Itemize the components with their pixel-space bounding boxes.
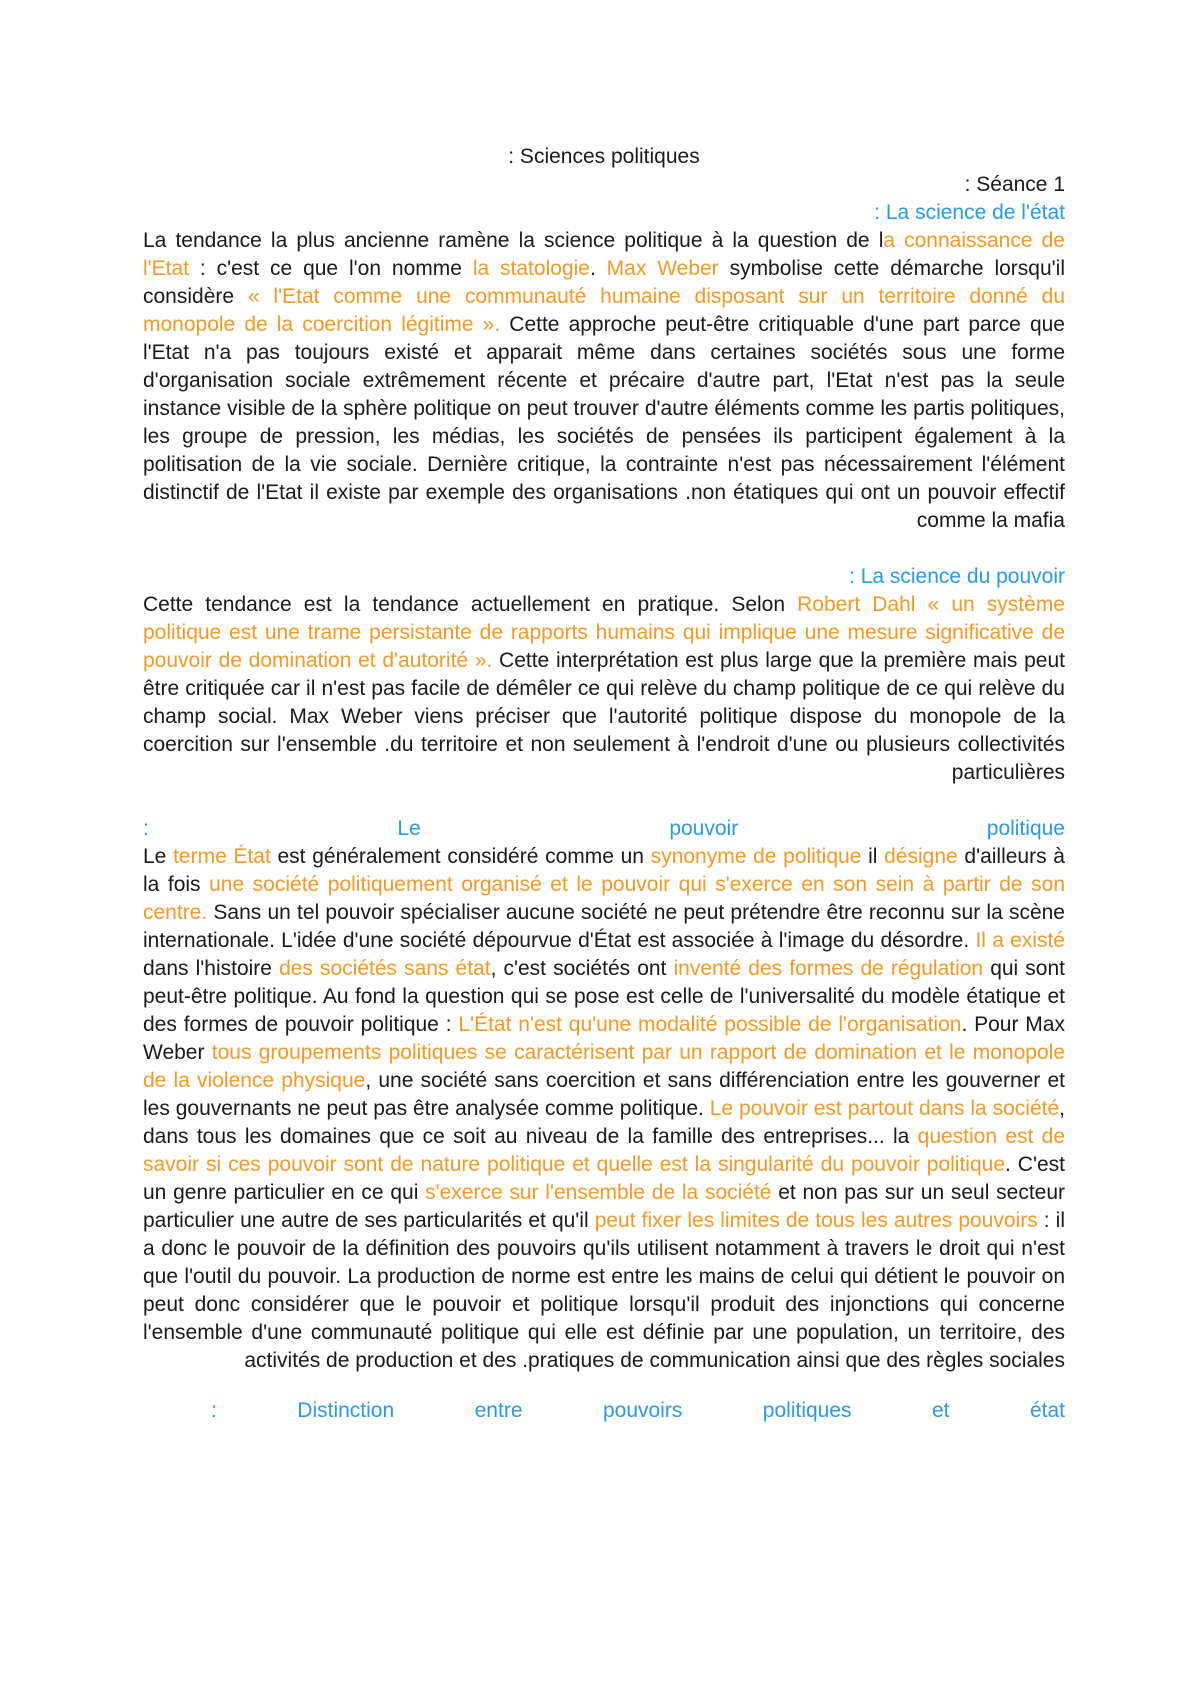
text-run: , dans tous les domaines que ce soit au niveau de la famille des entreprises... la [143, 1097, 1065, 1148]
highlighted-text: « l'Etat comme une communauté humaine disposant sur un territoire donné du monopole de la coercition légitime ». [143, 285, 1065, 336]
highlighted-text: a connaissance de l'Etat [143, 229, 1065, 280]
highlighted-text: terme État [173, 845, 271, 868]
text-run: d'ailleurs à la fois [143, 845, 1065, 896]
text-run: il [861, 845, 885, 868]
text-run: : c'est ce que l'on nomme [189, 257, 473, 280]
highlighted-text: synonyme de politique [650, 845, 862, 868]
section-heading-science-etat: : La science de l'état [874, 201, 1065, 224]
highlighted-text: la statologie [472, 257, 590, 280]
highlighted-text: une société politiquement organisé et le pouvoir qui s'exerce en son sein à partir de son centre. [143, 873, 1065, 924]
highlighted-text: question est de savoir si ces pouvoir sont de nature politique et quelle est la singularité du pouvoir politique [143, 1125, 1065, 1176]
highlighted-text: tous groupements politiques se caractérisent par un rapport de domination et le monopole de la violence physique [143, 1041, 1065, 1092]
paragraph-science-pouvoir [143, 591, 1065, 787]
highlighted-text: Max Weber [606, 257, 719, 280]
text-run: Cette interprétation est plus large que la première mais peut être critiquée car il n'est pas facile de démêler ce qui relève du champ politique de ce qui relève du champ social. Max Weber viens préciser que l'autorité politique dispose du monopole de la coercition sur l'ensemble .du territoire et non seulement à l'endroit d'une ou plusieurs collectivités particulières [143, 649, 1065, 784]
section-heading-pouvoir-politique: : Le pouvoir politique [143, 817, 1065, 840]
paragraph-science-etat [143, 227, 1065, 535]
text-run: , c'est sociétés ont [490, 957, 674, 980]
text-run: . [589, 257, 607, 280]
text-run: et non pas sur un seul secteur particulier une autre de ses particularités et qu'il [143, 1181, 1066, 1232]
session-label: : Séance 1 [964, 173, 1065, 196]
text-run: Cette tendance est la tendance actuellement en pratique. Selon [143, 593, 798, 616]
text-run: dans l'histoire [143, 957, 280, 980]
section-heading-distinction: : Distinction entre pouvoirs politiques et état [211, 1399, 1065, 1422]
text-run: Cette approche peut-être critiquable d'une part parce que l'Etat n'a pas toujours existé et apparait même dans certaines sociétés sous une forme d'organisation sociale extrêmement récente et précaire d'autre part, l'Etat n'est pas la seule instance visible de la sphère politique on peut trouver d'autre éléments comme les partis politiques, les groupe de pression, les médias, les sociétés de pensées ils participent également à la politisation de la vie sociale. Dernière critique, la contrainte n'est pas nécessairement l'élément distinctif de l'Etat il existe par exemple des organisations .non étatiques qui ont un pouvoir effectif comme la mafia [143, 313, 1065, 532]
highlighted-text: Il a existé [975, 929, 1065, 952]
text-run: Sans un tel pouvoir spécialiser aucune société ne peut prétendre être reconnu sur la scène internationale. L'idée d'une société dépourvue d'État est associée à l'image du désordre. [143, 901, 1065, 952]
highlighted-text: des sociétés sans état [279, 957, 491, 980]
highlighted-text: s'exerce sur l'ensemble de la société [425, 1181, 772, 1204]
highlighted-text: Robert Dahl « un système politique est une trame persistante de rapports humains qui implique une mesure significative de pouvoir de domination et d'autorité ». [143, 593, 1065, 672]
document-content [143, 143, 1065, 1425]
text-run: La tendance la plus ancienne ramène la science politique à la question de l [143, 229, 884, 252]
section-heading-science-pouvoir: : La science du pouvoir [849, 565, 1065, 588]
highlighted-text: désigne [884, 845, 958, 868]
text-run: : il a donc le pouvoir de la définition des pouvoirs qu'ils utilisent notamment à travers le droit qui n'est que l'outil du pouvoir. La production de norme est entre les mains de celui qui détient le pouvoir on peut donc considérer que le pouvoir et politique lorsqu'il produit des injonctions qui concerne l'ensemble d'une communauté politique qui elle est définie par une population, un territoire, des activités de production et des .pratiques de communication ainsi que des règles sociales [143, 1209, 1065, 1372]
spacer [143, 535, 1065, 563]
text-run: , une société sans coercition et sans différenciation entre les gouverner et les gouvernants ne peut pas être analysée comme politique. [143, 1069, 1065, 1120]
text-run: symbolise cette démarche lorsqu'il considère [143, 257, 1066, 308]
spacer [143, 787, 1065, 815]
highlighted-text: Le pouvoir est partout dans la société [709, 1097, 1060, 1120]
text-run: Le [143, 845, 174, 868]
highlighted-text: L'État n'est qu'une modalité possible de l'organisation [458, 1013, 962, 1036]
paragraph-pouvoir-politique [143, 843, 1065, 1375]
spacer [143, 1375, 1065, 1393]
highlighted-text: inventé des formes de régulation [673, 957, 984, 980]
highlighted-text: peut fixer les limites de tous les autres pouvoirs [594, 1209, 1038, 1232]
document-title: : Sciences politiques [508, 145, 700, 168]
text-run: . C'est un genre particulier en ce qui [143, 1153, 1065, 1204]
text-run: est généralement considéré comme un [270, 845, 651, 868]
text-run: qui sont peut-être politique. Au fond la question qui se pose est celle de l'universalité du modèle étatique et des formes de pouvoir politique : [143, 957, 1065, 1036]
text-run: . Pour Max Weber [143, 1013, 1065, 1064]
